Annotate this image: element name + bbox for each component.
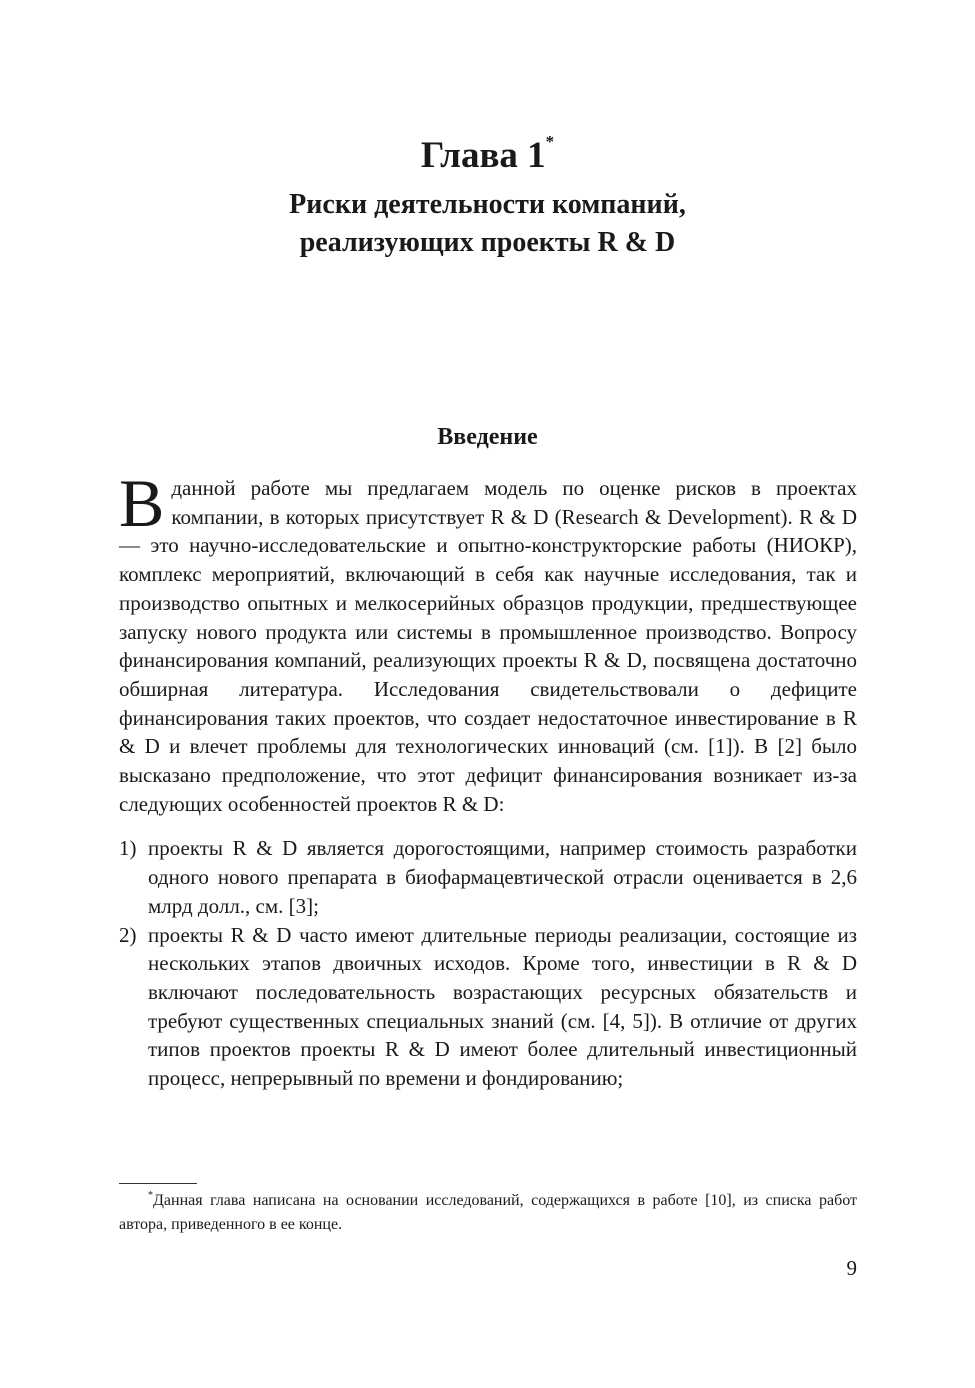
intro-paragraph-text: данной работе мы предлагаем модель по оценке рисков в проектах компании, в которых присутствует R & D (Research & Development). R & D — это научно-исследовательские и опытно-конструкторские работы (НИОКР), комплекс мероприятий, включающий в себя как научные исследования, так и производство опытных и мелкосерийных образцов продукции, предшествующее запуску нового продукта или системы в промышленное производство. Вопросу финансирования компаний, реализующих проекты R & D, посвящена достаточно обширная литература. Исследования свидетельствовали о дефиците финансирования таких проектов, что создает недостаточное инвестирование в R & D и влечет проблемы для технологических инноваций (см. [1]). В [2] было высказано предположение, что этот дефицит финансирования возникает из-за следующих особенностей проектов R & D: <box>119 476 857 816</box>
list-item-text: проекты R & D часто имеют длительные периоды реализации, состоящие из нескольких этапов двоичных исходов. Кроме того, инвестиции в R & D включают последовательность возрастающих ресурсных обязательств и требуют существенных специальных знаний (см. [4, 5]). В отличие от других типов проектов проекты R & D имеют более длительный инвестиционный процесс, непрерывный по времени и фондированию; <box>148 922 857 1091</box>
footnote-reference-mark: * <box>545 132 555 151</box>
footnote-divider <box>119 1183 197 1184</box>
list-item-number: 2) <box>119 922 137 947</box>
intro-paragraph <box>119 465 857 818</box>
section-heading: Введение <box>437 424 538 450</box>
footnote <box>119 1189 857 1237</box>
footnote-mark: * <box>148 1190 153 1201</box>
chapter-title <box>0 130 975 182</box>
chapter-title-text: Глава 1 <box>420 135 546 176</box>
chapter-subtitle-line-2: реализующих проекты R & D <box>299 227 676 258</box>
chapter-subtitle <box>0 186 975 262</box>
list-item-number: 1) <box>119 836 137 861</box>
list-item <box>119 834 857 920</box>
page-number: 9 <box>846 1256 857 1280</box>
chapter-subtitle-line-1: Риски деятельности компаний, <box>289 189 686 220</box>
list-item <box>119 921 857 1093</box>
body-text <box>119 465 857 1093</box>
features-list <box>119 834 857 1092</box>
drop-cap: В <box>119 465 165 541</box>
footnote-text: Данная глава написана на основании исследований, содержащихся в работе [10], из списка работ автора, приведенного в ее конце. <box>119 1192 857 1233</box>
list-item-text: проекты R & D является дорогостоящими, например стоимость разработки одного нового препарата в биофармацевтической отрасли оценивается в 2,6 млрд долл., см. [3]; <box>148 836 857 918</box>
